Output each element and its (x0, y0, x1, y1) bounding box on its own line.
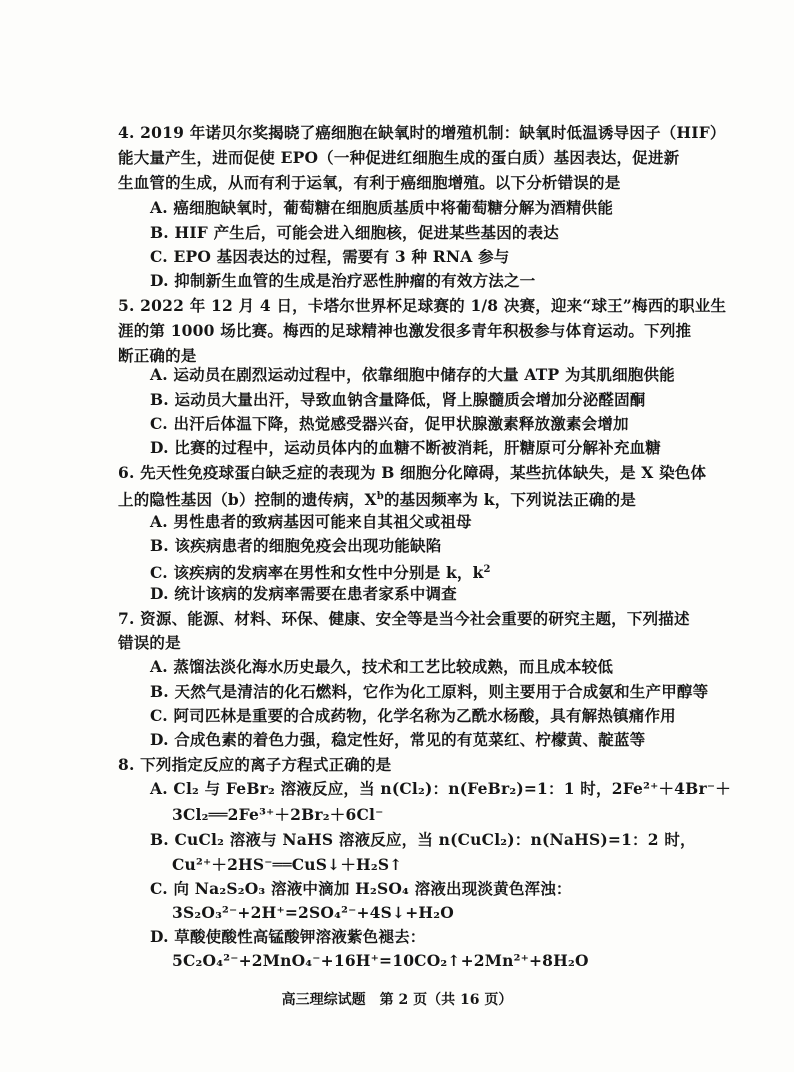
q7-stem-line1: 7. 资源、能源、材料、环保、健康、安全等是当今社会重要的研究主题，下列描述 (118, 609, 690, 628)
q8-option-a-line2: 3Cl₂══2Fe³⁺＋2Br₂＋6Cl⁻ (172, 805, 384, 824)
q6-option-b: B. 该疾病患者的细胞免疫会出现功能缺陷 (150, 536, 442, 555)
q6-stem-line2-a: 上的隐性基因（b）控制的遗传病，X (118, 490, 377, 510)
q6-stem-line1: 6. 先天性免疫球蛋白缺乏症的表现为 B 细胞分化障碍，某些抗体缺失，是 X 染色体 (118, 463, 707, 482)
q4-stem-line1: 4. 2019 年诺贝尔奖揭晓了癌细胞在缺氧时的增殖机制：缺氧时低温诱导因子（HIF） (118, 123, 726, 142)
q5-option-d: D. 比赛的过程中，运动员体内的血糖不断被消耗，肝糖原可分解补充血糖 (150, 438, 661, 457)
q5-stem-line2: 涯的第 1000 场比赛。梅西的足球精神也激发很多青年积极参与体育运动。下列推 (118, 321, 692, 340)
q5-option-c: C. 出汗后体温下降，热觉感受器兴奋，促甲状腺激素释放激素会增加 (150, 414, 629, 433)
q8-option-c-line1: C. 向 Na₂S₂O₃ 溶液中滴加 H₂SO₄ 溶液出现淡黄色浑浊： (150, 879, 572, 898)
page-footer: 高三理综试题 第 2 页（共 16 页） (281, 992, 513, 1008)
q4-stem-line3: 生血管的生成，从而有利于运氧，有利于癌细胞增殖。以下分析错误的是 (118, 173, 621, 192)
q6-stem-line2-b: 的基因频率为 k，下列说法正确的是 (383, 490, 637, 510)
q7-option-b: B. 天然气是清洁的化石燃料，它作为化工原料，则主要用于合成氨和生产甲醇等 (150, 682, 709, 701)
q6-k-squared: 2 (483, 564, 491, 575)
q7-option-a: A. 蒸馏法淡化海水历史最久，技术和工艺比较成熟，而且成本较低 (150, 657, 614, 676)
q8-option-c-line2: 3S₂O₃²⁻+2H⁺=2SO₄²⁻+4S↓+H₂O (172, 903, 454, 922)
q5-option-b: B. 运动员大量出汗，导致血钠含量降低，肾上腺髓质会增加分泌醛固酮 (150, 390, 646, 409)
q6-option-c-text: C. 该疾病的发病率在男性和女性中分别是 k，k (150, 563, 484, 583)
q8-option-d-line2: 5C₂O₄²⁻+2MnO₄⁻+16H⁺=10CO₂↑+2Mn²⁺+8H₂O (172, 951, 589, 970)
q8-option-a-line1: A. Cl₂ 与 FeBr₂ 溶液反应，当 n(Cl₂)：n(FeBr₂)=1：1 时，2Fe²⁺＋4Br⁻＋ (150, 779, 731, 798)
q8-option-b-line1: B. CuCl₂ 溶液与 NaHS 溶液反应，当 n(CuCl₂)：n(NaHS)=1：2 时， (150, 830, 696, 849)
q5-stem-line1: 5. 2022 年 12 月 4 日，卡塔尔世界杯足球赛的 1/8 决赛，迎来“球王”梅西的职业生 (118, 296, 727, 315)
q7-stem-line2: 错误的是 (118, 633, 181, 652)
q7-option-c: C. 阿司匹林是重要的合成药物，化学名称为乙酰水杨酸，具有解热镇痛作用 (150, 706, 676, 725)
q4-option-c: C. EPO 基因表达的过程，需要有 3 种 RNA 参与 (150, 247, 510, 266)
q5-option-a: A. 运动员在剧烈运动过程中，依靠细胞中储存的大量 ATP 为其肌细胞供能 (150, 365, 675, 384)
q8-stem: 8. 下列指定反应的离子方程式正确的是 (118, 755, 392, 774)
q7-option-d: D. 合成色素的着色力强，稳定性好，常见的有苋菜红、柠檬黄、靛蓝等 (150, 730, 646, 749)
q6-stem-line2 (118, 486, 636, 511)
q8-option-d-line1: D. 草酸使酸性高锰酸钾溶液紫色褪去： (150, 927, 426, 946)
q6-option-d: D. 统计该病的发病率需要在患者家系中调查 (150, 584, 457, 603)
q6-option-c (150, 559, 491, 584)
q4-stem-line2: 能大量产生，进而促使 EPO（一种促进红细胞生成的蛋白质）基因表达，促进新 (118, 148, 680, 167)
q4-option-a: A. 癌细胞缺氧时，葡萄糖在细胞质基质中将葡萄糖分解为酒精供能 (150, 198, 614, 217)
q4-option-d: D. 抑制新生血管的生成是治疗恶性肿瘤的有效方法之一 (150, 271, 536, 290)
q5-stem-line3: 断正确的是 (118, 346, 197, 365)
q8-option-b-line2: Cu²⁺＋2HS⁻══CuS↓＋H₂S↑ (172, 855, 403, 874)
q6-xb-superscript: b (376, 491, 384, 502)
q6-option-a: A. 男性患者的致病基因可能来自其祖父或祖母 (150, 512, 472, 531)
q4-option-b: B. HIF 产生后，可能会进入细胞核，促进某些基因的表达 (150, 223, 559, 242)
